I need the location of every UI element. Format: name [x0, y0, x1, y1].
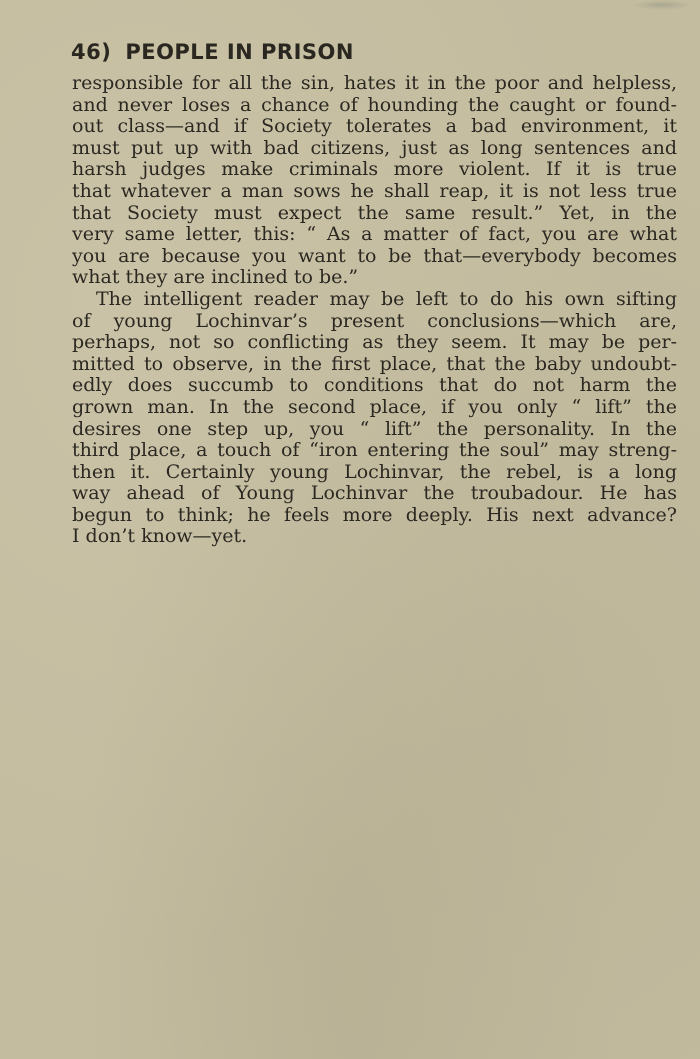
text-line: way ahead of Young Lochinvar the troubadour. He has — [72, 482, 677, 505]
text-line: of young Lochinvar’s present conclusions—which are, — [72, 309, 677, 332]
text-line: that whatever a man sows he shall reap, it is not less true — [72, 179, 677, 202]
text-line: harsh judges make criminals more violent. If it is true — [72, 158, 677, 181]
text-line: desires one step up, you “ lift” the personality. In the — [72, 417, 677, 440]
text-line: what they are inclined to be.” — [72, 266, 359, 289]
paragraph-2 — [72, 289, 677, 548]
text-line: that Society must expect the same result.” Yet, in the — [72, 201, 677, 224]
text-line: third place, a touch of “iron entering the soul” may streng- — [72, 439, 677, 462]
text-line: responsible for all the sin, hates it in the poor and helpless, — [72, 72, 677, 94]
text-line: and never loses a chance of hounding the caught or found- — [72, 93, 677, 116]
paragraph-1 — [72, 73, 677, 289]
text-line: edly does succumb to conditions that do not harm the — [72, 374, 677, 397]
body-text — [72, 73, 677, 548]
text-line: mitted to observe, in the first place, that the baby undoubt- — [72, 352, 677, 375]
text-line: I don’t know—yet. — [72, 525, 248, 548]
text-line: out class—and if Society tolerates a bad environment, it — [72, 115, 677, 138]
running-title: PEOPLE IN PRISON — [125, 40, 354, 64]
text-line: The intelligent reader may be left to do his own sifting — [96, 287, 677, 310]
text-line: begun to think; he feels more deeply. His next advance? — [72, 503, 677, 526]
running-head — [71, 40, 354, 64]
page-number: 46) — [71, 40, 112, 64]
text-line: must put up with bad citizens, just as long sentences and — [72, 136, 677, 159]
text-line: very same letter, this: “ As a matter of fact, you are what — [72, 223, 677, 246]
text-line: then it. Certainly young Lochinvar, the rebel, is a long — [72, 460, 677, 483]
text-line: you are because you want to be that—everybody becomes — [72, 244, 677, 267]
text-line: perhaps, not so conflicting as they seem. It may be per- — [72, 331, 677, 354]
page-stain — [632, 0, 692, 10]
text-line: grown man. In the second place, if you only “ lift” the — [72, 395, 677, 418]
